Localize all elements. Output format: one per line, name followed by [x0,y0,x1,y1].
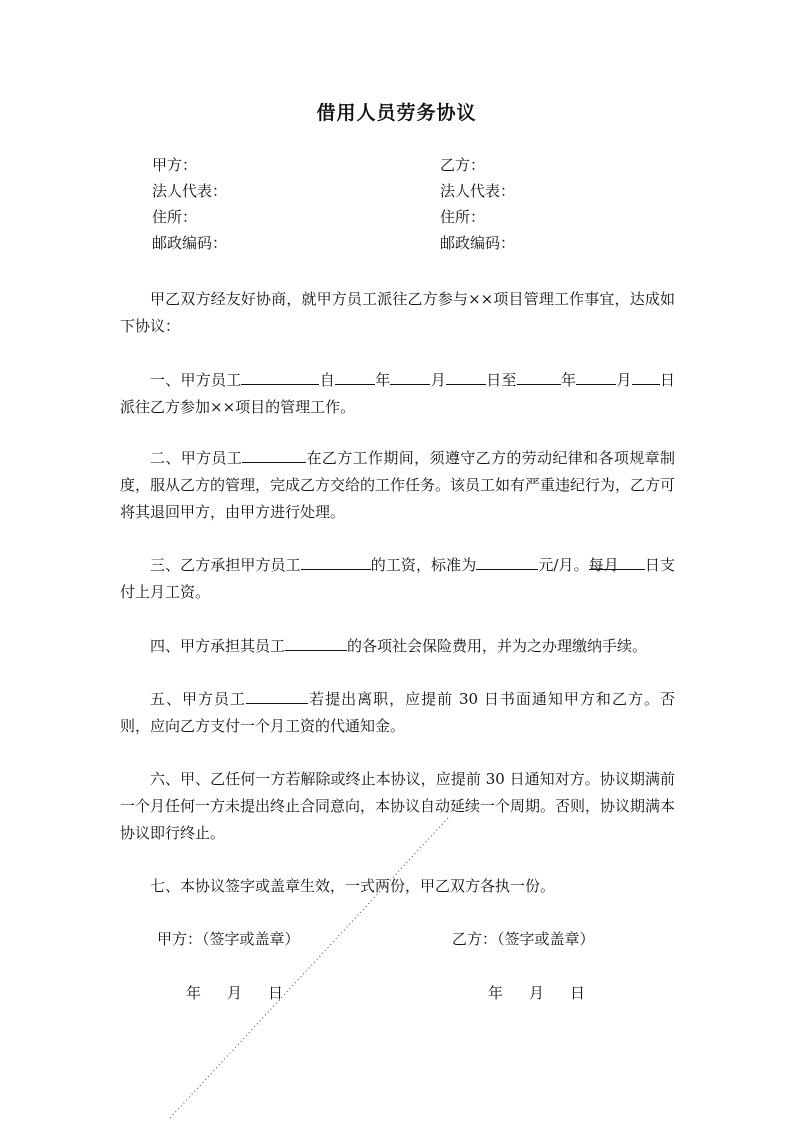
party-a-rep: 法人代表： [152,182,228,200]
party-b-postcode: 邮政编码： [440,234,516,252]
clause-1-text: 月 [616,371,632,389]
clause-1-text: 月 [430,371,446,389]
date-year: 年 [488,984,504,1002]
clause-5-text: 若提出离职，应提前 30 日书面通知甲方和乙方。否则，应向乙方支付一个月工资的代通知金。 [120,690,675,735]
intro-paragraph: 甲乙双方经友好协商，就甲方员工派往乙方参与××项目管理工作事宜，达成如下协议： [120,290,675,335]
clause-3-text: 元/月。每月 [538,556,619,574]
clause-1-text: 一、甲方员工 [150,371,242,389]
clause-3-text: 三、乙方承担甲方员工 [150,556,301,574]
party-a-signature: 甲方：（签字或盖章） [157,930,300,948]
clause-6: 六、甲、乙任何一方若解除或终止本协议，应提前 30 日通知对方。协议期满前一个月任何一方未提出终止合同意向，本协议自动延续一个周期。否则，协议期满本协议即行终止。 [120,770,676,842]
clause-1-text: 年 [374,371,391,389]
party-a-postcode: 邮政编码： [152,234,228,252]
clause-1-text: 日至 [485,371,517,389]
clause-3-text: 的工资，标准为 [370,556,477,574]
clause-4-text: 四、甲方承担其员工 [150,637,286,655]
clause-7: 七、本协议签字或盖章生效，一式两份，甲乙双方各执一份。 [150,877,556,895]
clause-1-text: 自 [319,371,335,389]
clause-2-text: 在乙方工作期间，须遵守乙方的劳动纪律和各项规章制度，服从乙方的管理，完成乙方交给的工作任务。该员工如有严重违纪行为，乙方可将其退回甲方，由甲方进行处理。 [120,449,676,521]
clause-2-text: 二、甲方员工 [150,449,243,467]
date-year: 年 [186,984,202,1002]
clause-4-text: 的各项社会保险费用，并为之办理缴纳手续。 [347,637,648,655]
party-b-rep: 法人代表： [440,182,516,200]
date-month: 月 [227,984,243,1002]
date-day: 日 [570,984,586,1002]
party-a-address: 住所： [152,208,198,226]
date-day: 日 [268,984,284,1002]
clause-1-text: 日派往乙方参加××项目的管理工作。 [120,371,675,416]
date-month: 月 [529,984,545,1002]
party-b-address: 住所： [440,208,486,226]
document-title: 借用人员劳务协议 [316,102,477,124]
party-b-label: 乙方： [440,156,486,174]
party-a-label: 甲方： [152,156,198,174]
clause-1-text: 年 [560,371,577,389]
clause-3-text: 日支付上月工资。 [120,556,675,601]
party-b-signature: 乙方：（签字或盖章） [452,930,595,948]
clause-5-text: 五、甲方员工 [150,690,247,708]
